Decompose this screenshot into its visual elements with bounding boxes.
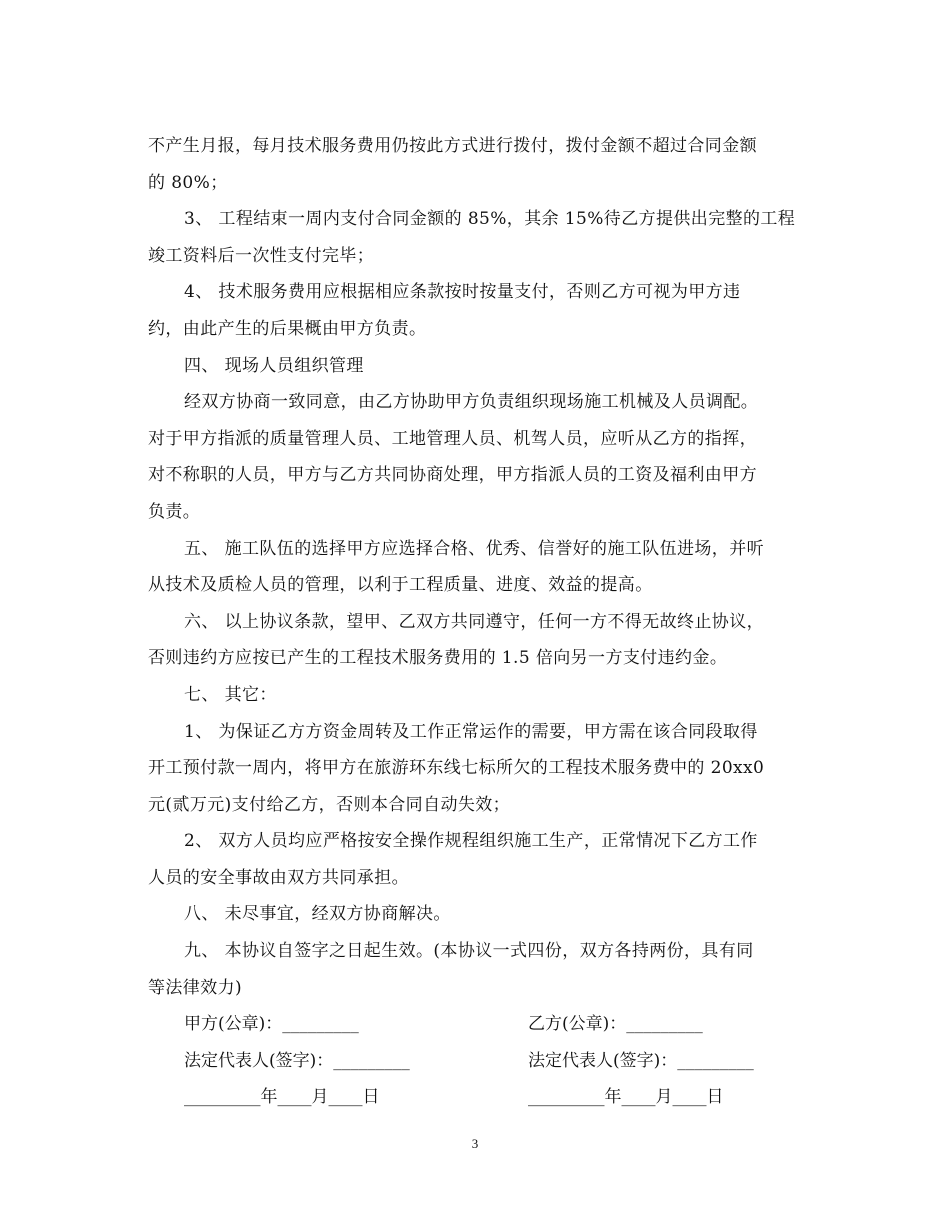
text-line: 元(贰万元)支付给乙方，否则本合同自动失效； <box>148 794 511 815</box>
text-line: 2、 双方人员均应严格按安全操作规程组织施工生产，正常情况下乙方工作 <box>184 831 758 852</box>
text-line: 等法律效力) <box>148 977 243 998</box>
text-line: 负责。 <box>148 501 201 522</box>
text-line: 人员的安全事故由双方共同承担。 <box>148 867 409 888</box>
text-line: 4、 技术服务费用应根据相应条款按时按量支付，否则乙方可视为甲方违 <box>184 282 741 303</box>
document-page <box>148 128 808 1116</box>
text-line: 六、 以上协议条款，望甲、乙双方共同遵守，任何一方不得无故终止协议， <box>184 611 765 632</box>
date-row <box>148 1079 808 1116</box>
text-line: 四、 现场人员组织管理 <box>184 355 364 376</box>
text-line: 对于甲方指派的质量管理人员、工地管理人员、机驾人员，应听从乙方的指挥， <box>148 428 757 449</box>
text-line: 3、 工程结束一周内支付合同金额的 85%，其余 15%待乙方提供出完整的工程 <box>184 209 796 230</box>
text-line: 否则违约方应按已产生的工程技术服务费用的 1.5 倍向另一方支付违约金。 <box>148 648 728 669</box>
party-a-representative-line: 法定代表人(签字)：_________ <box>184 1050 410 1071</box>
text-line: 五、 施工队伍的选择甲方应选择合格、优秀、信誉好的施工队伍进场，并听 <box>184 538 765 559</box>
page-number: 3 <box>471 1136 479 1151</box>
text-line: 经双方协商一致同意，由乙方协助甲方负责组织现场施工机械及人员调配。 <box>184 392 759 413</box>
text-line: 从技术及质检人员的管理，以利于工程质量、进度、效益的提高。 <box>148 575 653 596</box>
party-a-seal-line: 甲方(公章)：_________ <box>184 1014 359 1035</box>
text-line: 不产生月报，每月技术服务费用仍按此方式进行拨付，拨付金额不超过合同金额 <box>148 136 757 156</box>
text-line: 七、 其它： <box>184 684 277 705</box>
party-b-date-line: _________年____月____日 <box>528 1087 724 1108</box>
text-line: 竣工资料后一次性支付完毕； <box>148 245 375 266</box>
contract-body-text <box>148 128 808 1006</box>
representative-row <box>148 1043 808 1080</box>
text-line: 九、 本协议自签字之日起生效。(本协议一式四份，双方各持两份，具有同 <box>184 941 754 962</box>
text-line: 开工预付款一周内，将甲方在旅游环东线七标所欠的工程技术服务费中的 20xx0 <box>148 758 765 779</box>
text-line: 八、 未尽事宜，经双方协商解决。 <box>184 904 451 925</box>
text-line: 的 80%； <box>148 172 228 193</box>
party-a-date-line: _________年____月____日 <box>184 1087 380 1108</box>
text-line: 1、 为保证乙方方资金周转及工作正常运作的需要，甲方需在该合同段取得 <box>184 721 758 742</box>
party-b-representative-line: 法定代表人(签字)：_________ <box>528 1050 754 1071</box>
party-b-seal-line: 乙方(公章)：_________ <box>528 1014 703 1035</box>
text-line: 对不称职的人员，甲方与乙方共同协商处理，甲方指派人员的工资及福利由甲方 <box>148 465 757 486</box>
text-line: 约，由此产生的后果概由甲方负责。 <box>148 318 427 339</box>
seal-row <box>148 1006 808 1043</box>
